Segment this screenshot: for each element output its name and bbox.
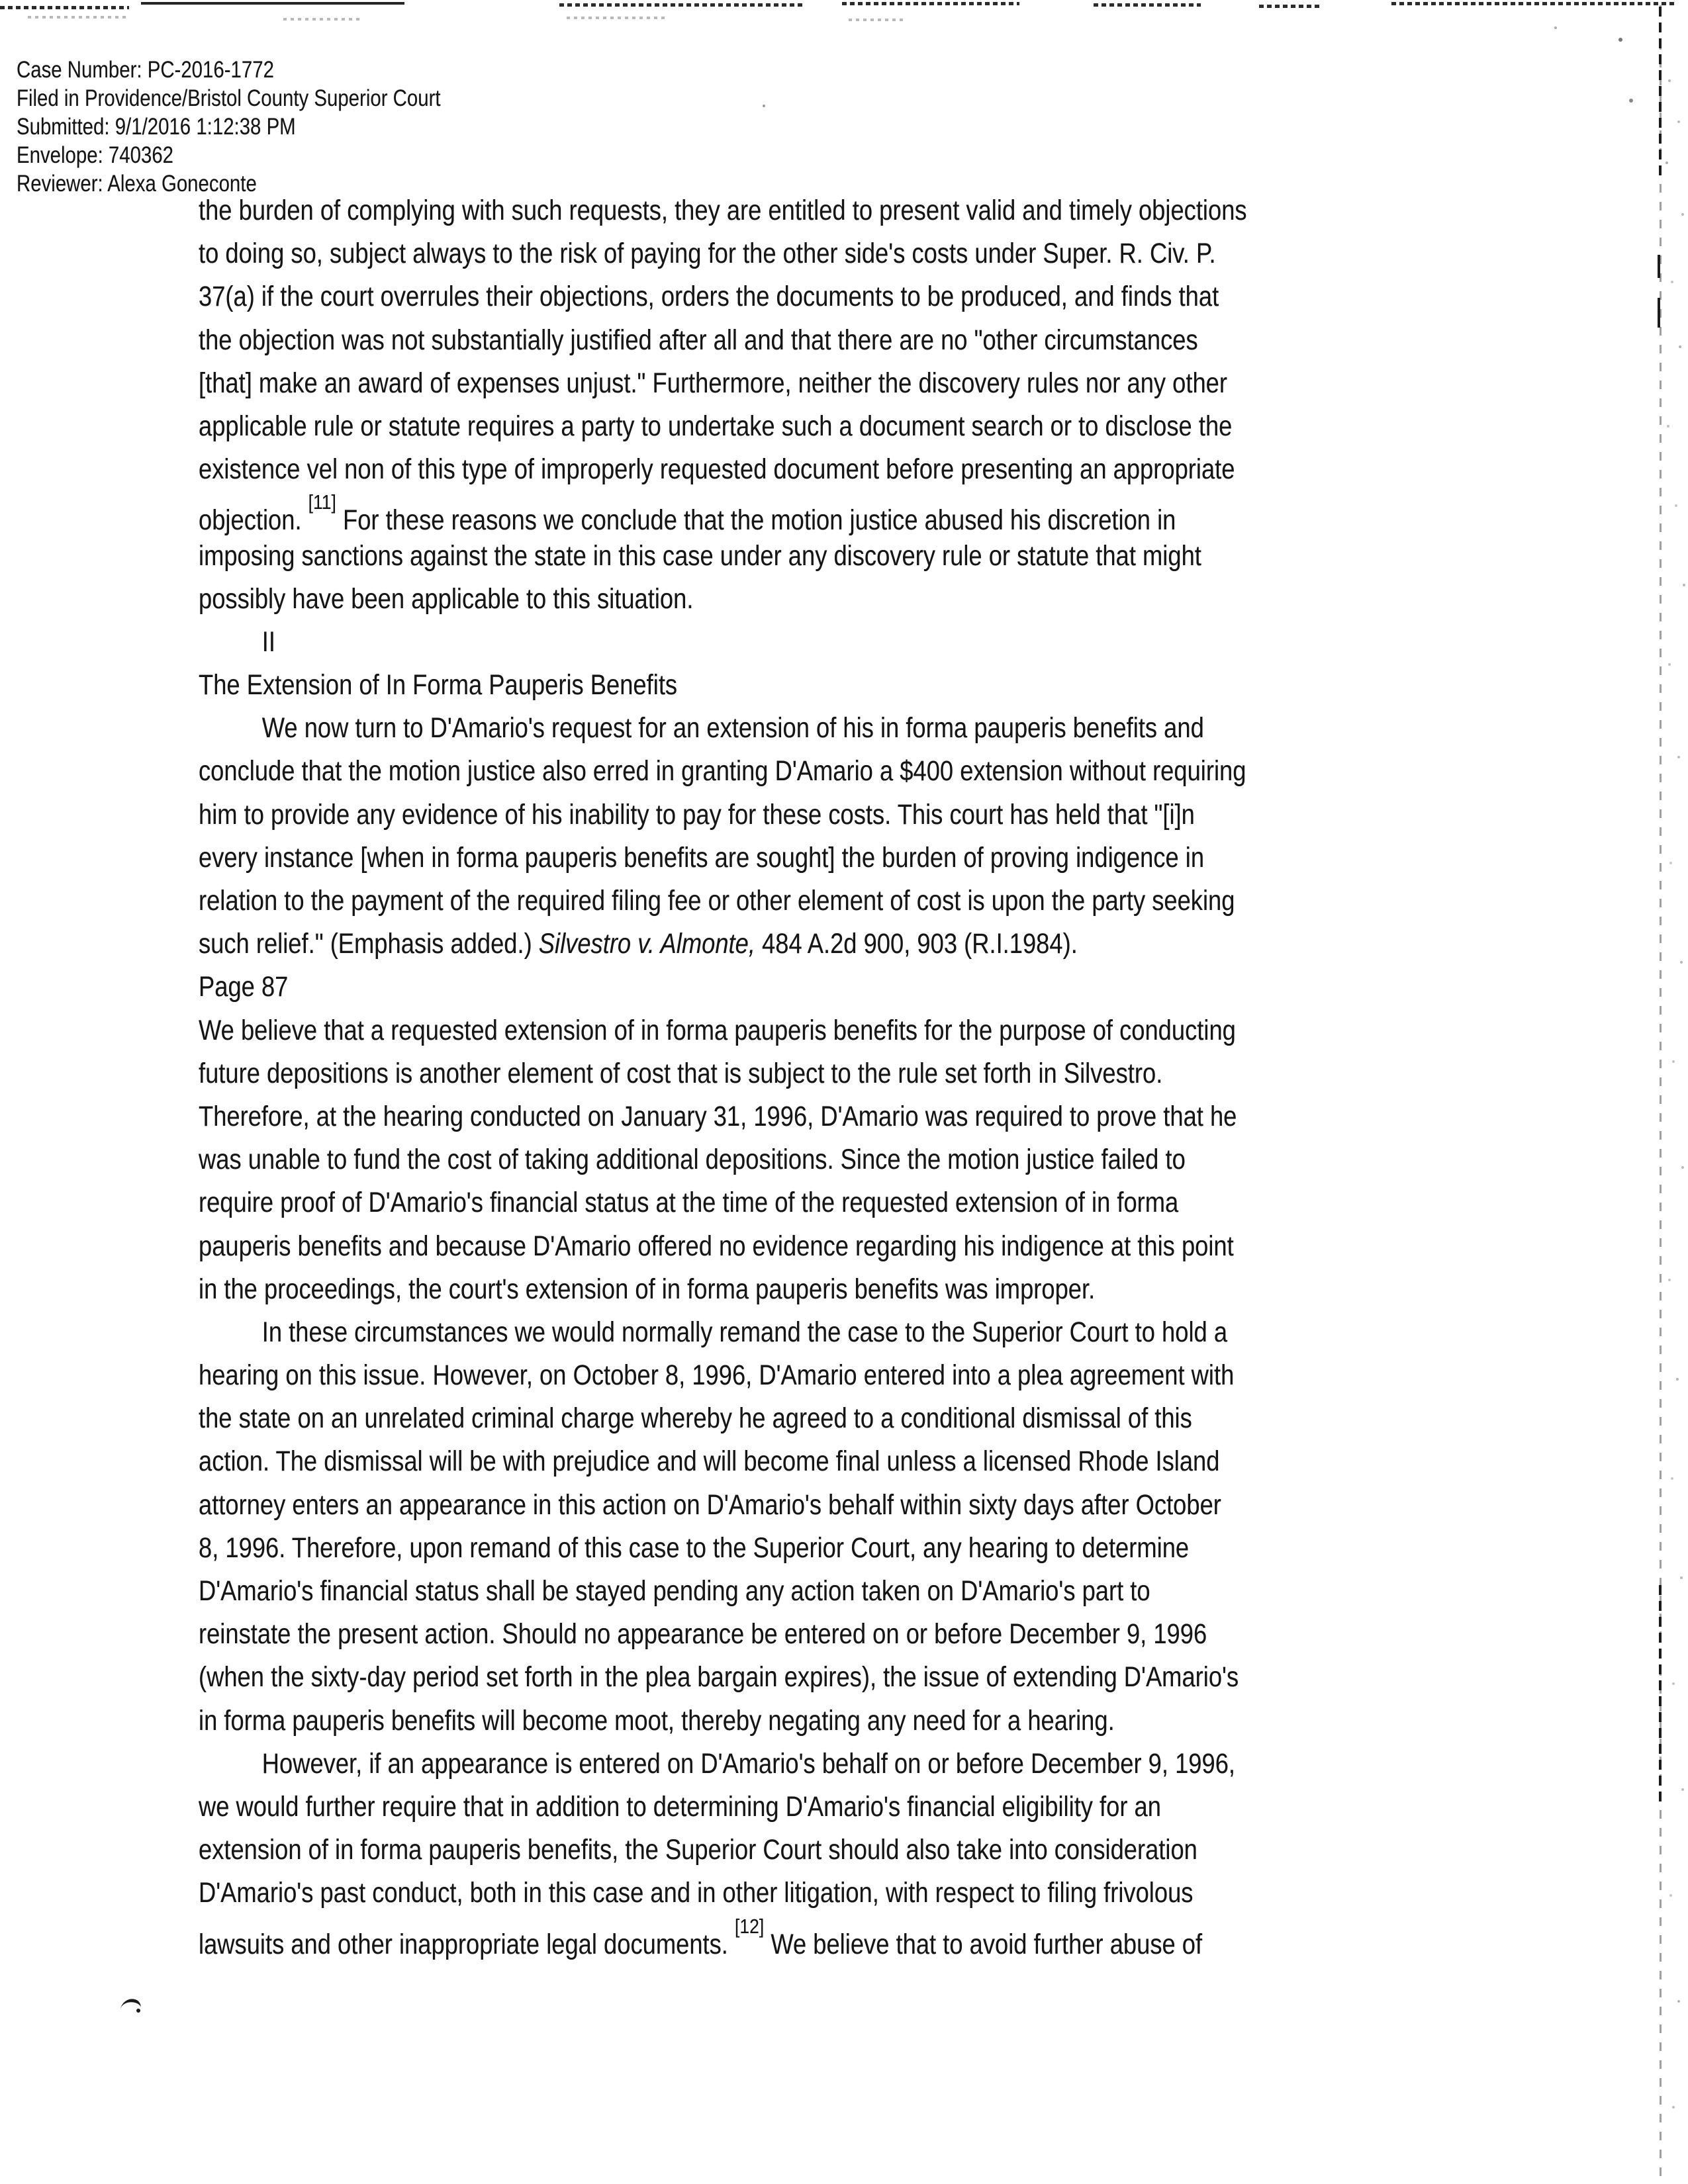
- scan-artifact-top-line: [559, 3, 806, 7]
- text-line: lawsuits and other inappropriate legal documents. [12] We believe that to avoid further abuse of: [199, 1914, 1203, 1960]
- efiling-stamp: [17, 56, 441, 198]
- footnote-ref-11: [11]: [308, 490, 336, 514]
- text-line: existence vel non of this type of improperly requested document before presenting an appropriate: [199, 454, 1235, 486]
- text-line: action. The dismissal will be with prejudice and will become final unless a licensed Rhode Island: [199, 1446, 1220, 1478]
- scan-artifact-vertical-tick: [1658, 298, 1660, 328]
- scan-artifact-vertical-line: [1659, 1585, 1662, 1803]
- scan-artifact-top-line: [1094, 3, 1201, 7]
- text-line: attorney enters an appearance in this action on D'Amario's behalf within sixty days after October: [199, 1489, 1221, 1521]
- text-line: In these circumstances we would normally remand the case to the Superior Court to hold a: [261, 1316, 1228, 1348]
- scan-artifact-vertical-line: [1660, 5, 1662, 2179]
- footnote-ref-12: [12]: [735, 1914, 765, 1938]
- text-line: imposing sanctions against the state in this case under any discovery rule or statute that might: [199, 540, 1201, 572]
- text-line: pauperis benefits and because D'Amario offered no evidence regarding his indigence at this point: [199, 1230, 1234, 1262]
- stamp-submitted: Submitted: 9/1/2016 1:12:38 PM: [17, 114, 296, 140]
- text-line: we would further require that in addition to determining D'Amario's financial eligibility for an: [199, 1791, 1161, 1823]
- scan-artifact-top-line: [567, 17, 666, 19]
- text-line: was unable to fund the cost of taking additional depositions. Since the motion justice failed to: [199, 1144, 1186, 1176]
- text-line: We believe that a requested extension of in forma pauperis benefits for the purpose of conducting: [199, 1015, 1236, 1046]
- scan-artifact-vertical-line: [1659, 7, 1662, 175]
- text-line: relation to the payment of the required filing fee or other element of cost is upon the party seeking: [199, 886, 1235, 917]
- text-line: D'Amario's past conduct, both in this case and in other litigation, with respect to filing frivolous: [199, 1878, 1194, 1909]
- text-line: hearing on this issue. However, on October 8, 1996, D'Amario entered into a plea agreement with: [199, 1360, 1235, 1392]
- text-line: in forma pauperis benefits will become moot, thereby negating any need for a hearing.: [199, 1705, 1115, 1737]
- text-line: to doing so, subject always to the risk of paying for the other side's costs under Super. R. Civ. P.: [199, 238, 1216, 270]
- text-line: (when the sixty-day period set forth in the plea bargain expires), the issue of extending D'Amario's: [199, 1662, 1239, 1694]
- stamp-case-number: Case Number: PC-2016-1772: [17, 57, 274, 83]
- stamp-filed-court: Filed in Providence/Bristol County Superior Court: [17, 85, 441, 111]
- text-line: the objection was not substantially justified after all and that there are no "other circumstances: [199, 324, 1198, 356]
- scan-speckles: [0, 0, 3, 3]
- text-line: reinstate the present action. Should no appearance be entered on or before December 9, 1996: [199, 1619, 1207, 1651]
- text-line: [that] make an award of expenses unjust." Furthermore, neither the discovery rules nor any other: [199, 367, 1228, 399]
- text-line: the burden of complying with such requests, they are entitled to present valid and timely objections: [199, 195, 1247, 226]
- scan-artifact-top-line: [0, 6, 129, 9]
- text-line: such relief." (Emphasis added.) Silvestro v. Almonte, 484 A.2d 900, 903 (R.I.1984).: [199, 929, 1078, 960]
- pen-squiggle-mark: [136, 2009, 140, 2013]
- case-citation: Silvestro v. Almonte,: [538, 929, 755, 960]
- text-line: him to provide any evidence of his inability to pay for these costs. This court has held that "[i]n: [199, 799, 1195, 831]
- scan-artifact-top-line: [1391, 2, 1676, 5]
- opinion-text: [199, 189, 1247, 1958]
- scan-artifact-top-line: [28, 16, 127, 19]
- text-line: We now turn to D'Amario's request for an extension of his in forma pauperis benefits and: [261, 713, 1204, 745]
- text-line: every instance [when in forma pauperis benefits are sought] the burden of proving indigence in: [199, 842, 1205, 874]
- text-line: 37(a) if the court overrules their objections, orders the documents to be produced, and finds that: [199, 281, 1219, 313]
- text-line: conclude that the motion justice also erred in granting D'Amario a $400 extension without requiring: [199, 756, 1246, 788]
- text-line: However, if an appearance is entered on D'Amario's behalf on or before December 9, 1996,: [261, 1748, 1236, 1780]
- scan-artifact-top-line: [1259, 5, 1320, 8]
- text-line: possibly have been applicable to this situation.: [199, 583, 694, 615]
- page-marker: Page 87: [199, 972, 289, 1003]
- stamp-envelope: Envelope: 740362: [17, 142, 174, 168]
- scan-artifact-top-line: [141, 2, 404, 5]
- text-line: future depositions is another element of cost that is subject to the rule set forth in Silvestro.: [199, 1058, 1163, 1089]
- text-line: in the proceedings, the court's extension of in forma pauperis benefits was improper.: [199, 1273, 1096, 1305]
- text-line: require proof of D'Amario's financial status at the time of the requested extension of in forma: [199, 1187, 1179, 1219]
- text-line: 8, 1996. Therefore, upon remand of this case to the Superior Court, any hearing to determine: [199, 1532, 1190, 1564]
- scan-artifact-vertical-tick: [1658, 255, 1660, 278]
- scan-artifact-top-line: [849, 19, 903, 21]
- stamp-reviewer: Reviewer: Alexa Goneconte: [17, 171, 257, 197]
- section-heading: The Extension of In Forma Pauperis Benefits: [199, 670, 678, 702]
- text-line: extension of in forma pauperis benefits, the Superior Court should also take into consideration: [199, 1835, 1197, 1866]
- text-line: Therefore, at the hearing conducted on January 31, 1996, D'Amario was required to prove that he: [199, 1101, 1237, 1132]
- text-line: the state on an unrelated criminal charge whereby he agreed to a conditional dismissal of this: [199, 1403, 1192, 1435]
- text-line: D'Amario's financial status shall be stayed pending any action taken on D'Amario's part to: [199, 1576, 1150, 1607]
- section-numeral: II: [261, 626, 275, 658]
- text-line: applicable rule or statute requires a party to undertake such a document search or to disclose the: [199, 410, 1233, 442]
- text-line: objection. [11] For these reasons we conclude that the motion justice abused his discretion in: [199, 490, 1176, 537]
- scan-artifact-top-line: [842, 2, 1019, 5]
- scan-artifact-top-line: [283, 18, 363, 21]
